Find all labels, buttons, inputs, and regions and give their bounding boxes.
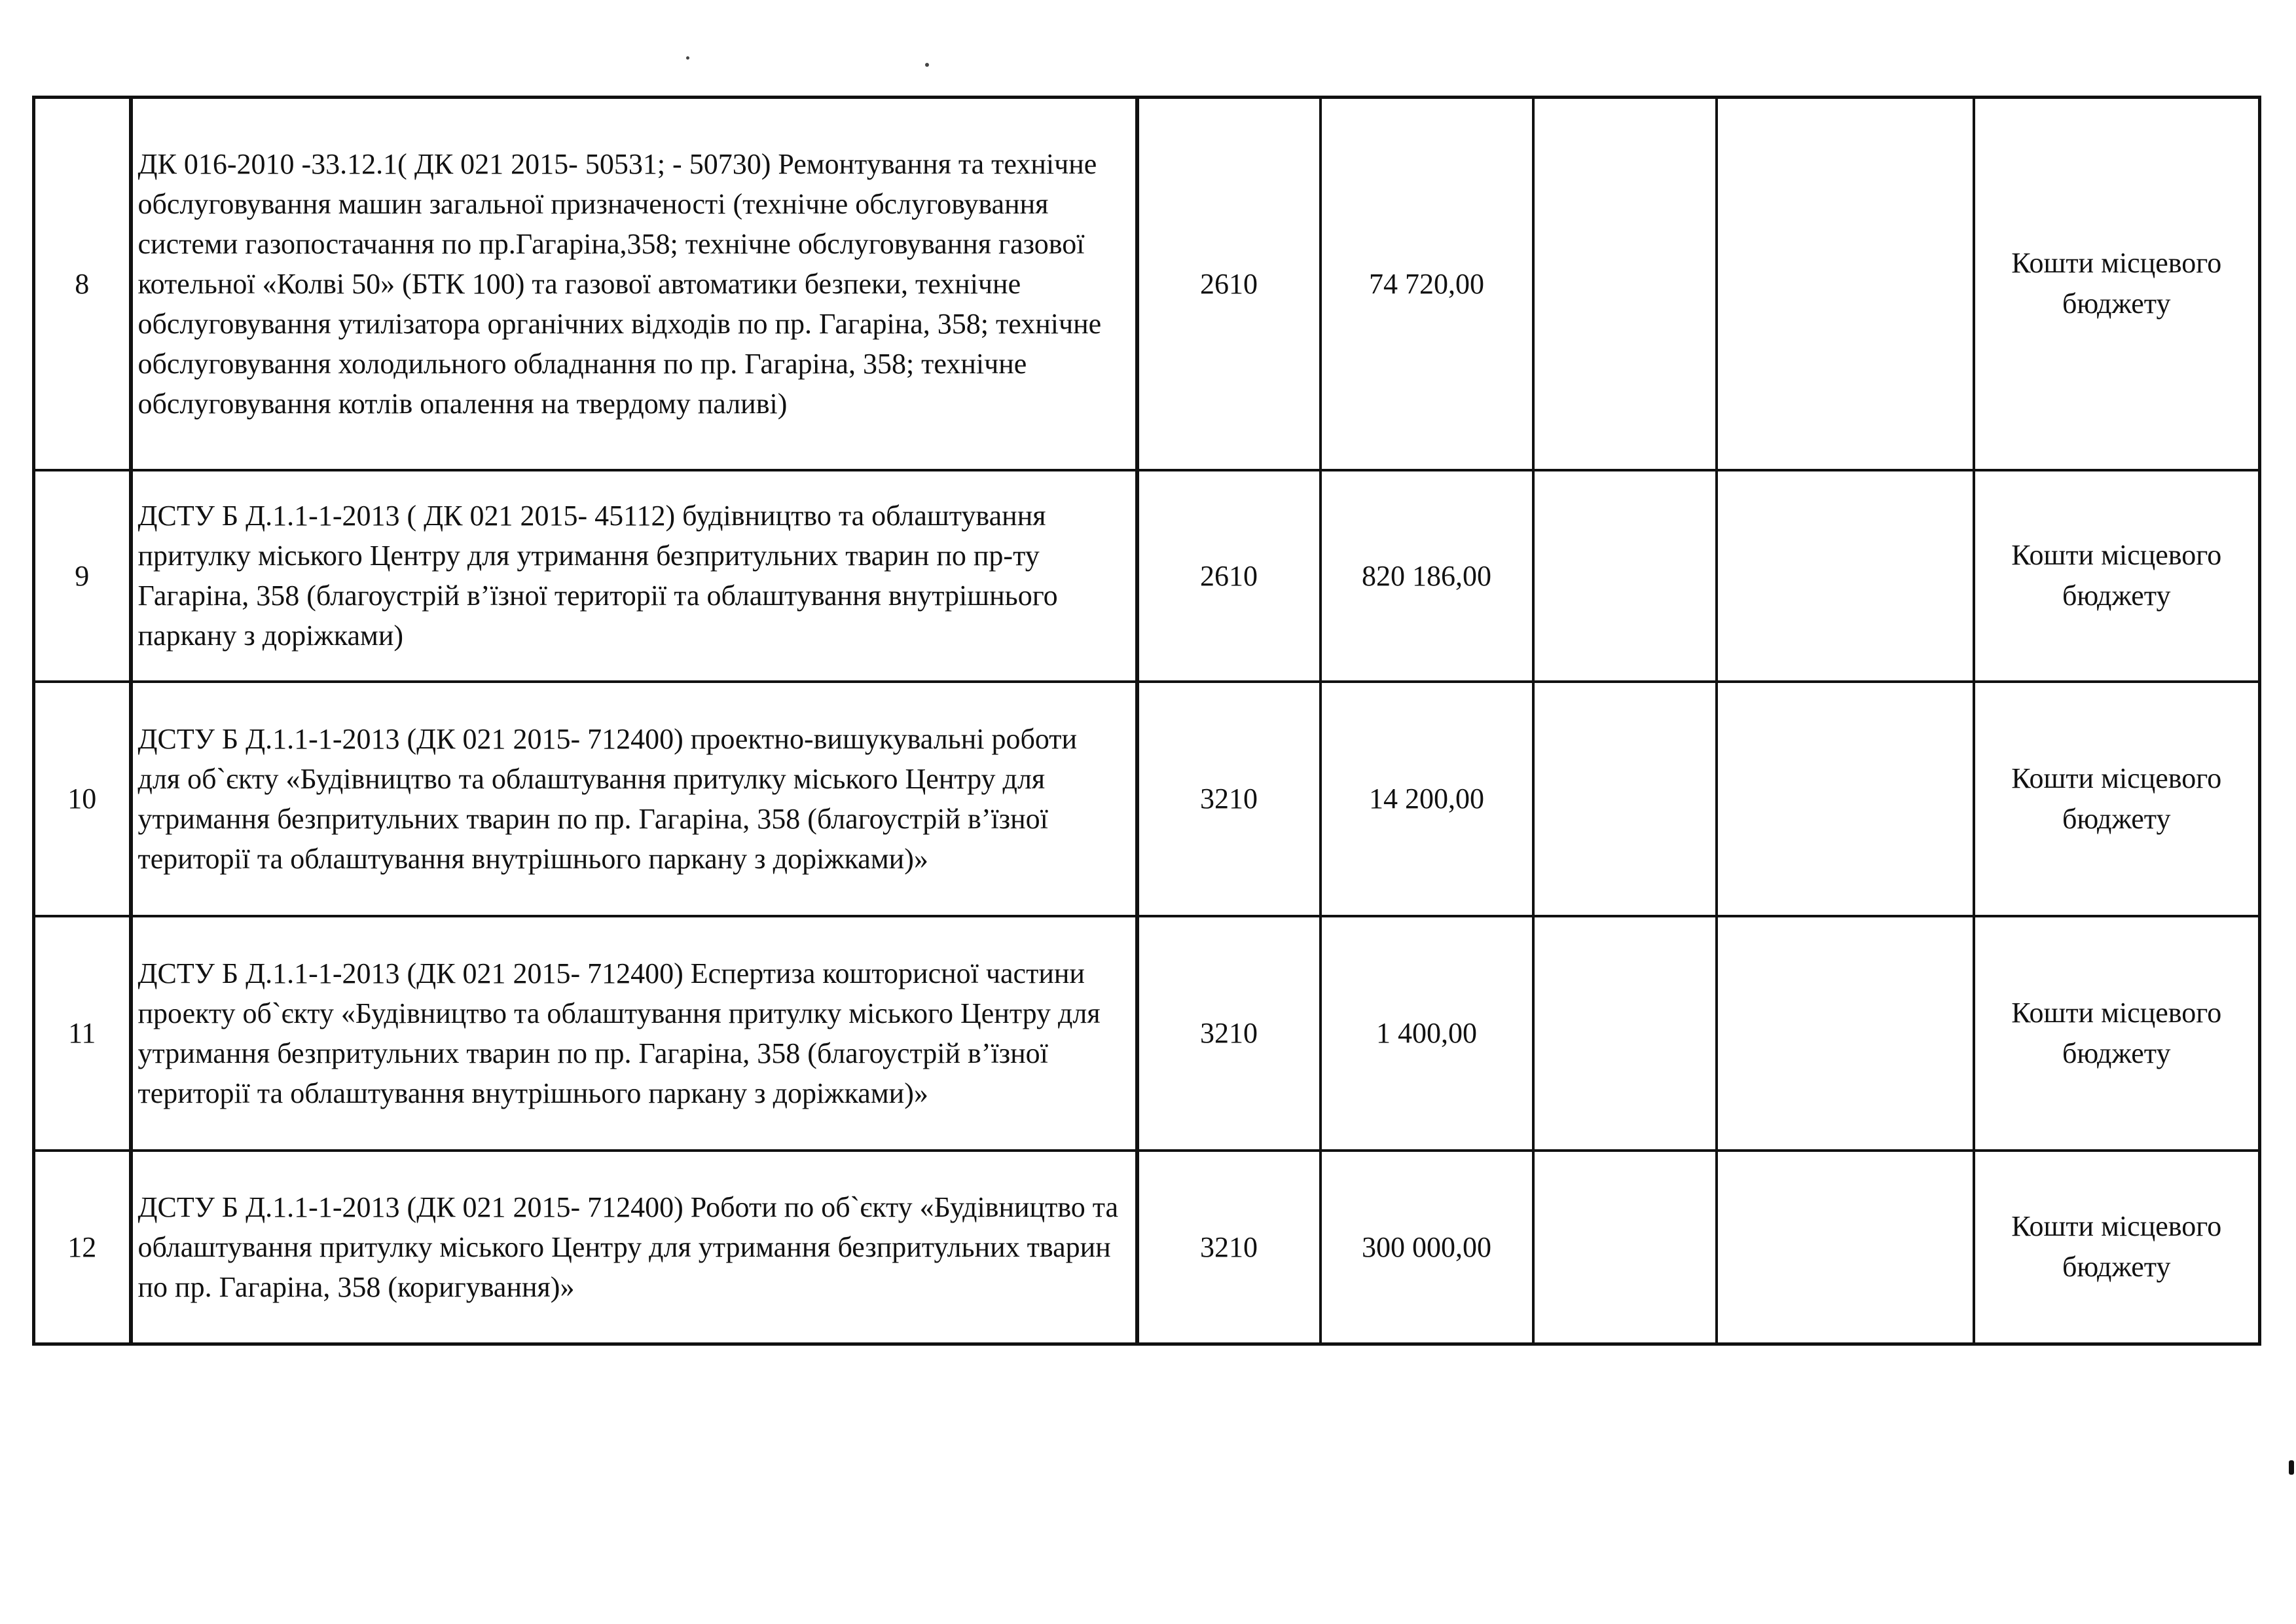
empty-cell bbox=[1533, 470, 1717, 682]
empty-cell bbox=[1533, 1151, 1717, 1344]
funding-source bbox=[1974, 470, 2260, 682]
amount: 300 000,00 bbox=[1321, 1151, 1533, 1344]
funding-source-line1: Кошти місцевого bbox=[2011, 996, 2222, 1029]
funding-source-line2: бюджету bbox=[2062, 287, 2171, 320]
empty-cell bbox=[1533, 98, 1717, 470]
amount: 1 400,00 bbox=[1321, 916, 1533, 1151]
table-row bbox=[34, 1151, 2260, 1344]
scan-speck bbox=[686, 56, 689, 60]
empty-cell bbox=[1533, 916, 1717, 1151]
row-number: 11 bbox=[34, 916, 131, 1151]
kekv-code: 3210 bbox=[1137, 1151, 1321, 1344]
funding-source-line2: бюджету bbox=[2062, 1251, 2171, 1283]
funding-source-line1: Кошти місцевого bbox=[2011, 762, 2222, 794]
table-row bbox=[34, 916, 2260, 1151]
empty-cell bbox=[1717, 916, 1974, 1151]
funding-source-line1: Кошти місцевого bbox=[2011, 1210, 2222, 1243]
item-description: ДСТУ Б Д.1.1-1-2013 (ДК 021 2015- 712400) Еспертиза кошторисної частини проекту об`єкту «Будівництво та облаштування притулку міського Центру для утримання безпритульних тварин по пр. Гагаріна, 358 (благоустрій в’їзної території та облаштування внутрішнього паркану з доріжками)» bbox=[131, 916, 1137, 1151]
funding-source-line2: бюджету bbox=[2062, 802, 2171, 835]
kekv-code: 3210 bbox=[1137, 916, 1321, 1151]
kekv-code: 3210 bbox=[1137, 682, 1321, 916]
kekv-code: 2610 bbox=[1137, 98, 1321, 470]
row-number: 12 bbox=[34, 1151, 131, 1344]
funding-source-line1: Кошти місцевого bbox=[2011, 539, 2222, 571]
table-row bbox=[34, 682, 2260, 916]
item-description: ДК 016-2010 -33.12.1( ДК 021 2015- 50531; - 50730) Ремонтування та технічне обслуговування машин загальної призначеності (технічне обслуговування системи газопостачання по пр.Гагаріна,358; технічне обслуговування газової котельної «Колві 50» (БТК 100) та газової автоматики безпеки, технічне обслуговування утилізатора органічних відходів по пр. Гагаріна, 358; технічне обслуговування холодильного обладнання по пр. Гагаріна, 358; технічне обслуговування котлів опалення на твердому паливі) bbox=[131, 98, 1137, 470]
row-number: 9 bbox=[34, 470, 131, 682]
empty-cell bbox=[1717, 470, 1974, 682]
row-number: 8 bbox=[34, 98, 131, 470]
empty-cell bbox=[1717, 682, 1974, 916]
funding-source bbox=[1974, 682, 2260, 916]
row-number: 10 bbox=[34, 682, 131, 916]
empty-cell bbox=[1717, 1151, 1974, 1344]
funding-source bbox=[1974, 98, 2260, 470]
funding-source-line1: Кошти місцевого bbox=[2011, 247, 2222, 280]
item-description: ДСТУ Б Д.1.1-1-2013 (ДК 021 2015- 712400) Роботи по об`єкту «Будівництво та облаштування притулку міського Центру для утримання безпритульних тварин по пр. Гагаріна, 358 (коригування)» bbox=[131, 1151, 1137, 1344]
item-description: ДСТУ Б Д.1.1-1-2013 ( ДК 021 2015- 45112) будівництво та облаштування притулку міського Центру для утримання безпритульних тварин по пр-ту Гагаріна, 358 (благоустрій в’їзної території та облаштування внутрішнього паркану з доріжками) bbox=[131, 470, 1137, 682]
scan-speck bbox=[2289, 1460, 2294, 1475]
funding-source-line2: бюджету bbox=[2062, 1037, 2171, 1069]
empty-cell bbox=[1533, 682, 1717, 916]
scan-speck bbox=[925, 63, 929, 67]
funding-source bbox=[1974, 1151, 2260, 1344]
amount: 820 186,00 bbox=[1321, 470, 1533, 682]
table-row bbox=[34, 470, 2260, 682]
amount: 74 720,00 bbox=[1321, 98, 1533, 470]
funding-source-line2: бюджету bbox=[2062, 580, 2171, 612]
kekv-code: 2610 bbox=[1137, 470, 1321, 682]
table-row bbox=[34, 98, 2260, 470]
amount: 14 200,00 bbox=[1321, 682, 1533, 916]
procurement-table bbox=[32, 96, 2261, 1346]
item-description: ДСТУ Б Д.1.1-1-2013 (ДК 021 2015- 712400) проектно-вишукувальні роботи для об`єкту «Будівництво та облаштування притулку міського Центру для утримання безпритульних тварин по пр. Гагаріна, 358 (благоустрій в’їзної території та облаштування внутрішнього паркану з доріжками)» bbox=[131, 682, 1137, 916]
empty-cell bbox=[1717, 98, 1974, 470]
funding-source bbox=[1974, 916, 2260, 1151]
